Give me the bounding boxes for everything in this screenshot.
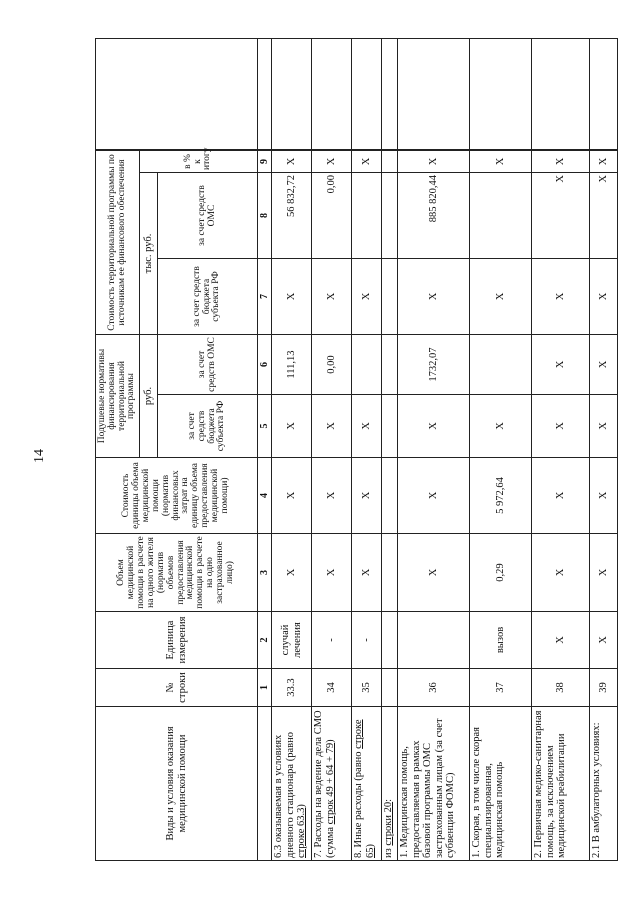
cost-oms-cell: 0,00 xyxy=(312,173,352,259)
unit-cell: X xyxy=(590,612,618,669)
row-gap-cell xyxy=(590,149,618,150)
col-number: 4 xyxy=(258,458,272,534)
row-name-text: 6.3 оказываемая в условиях дневного стационара (равно xyxy=(273,732,296,858)
row-spacer-cell xyxy=(272,38,312,149)
row-name xyxy=(470,707,532,861)
norm-budget-cell: X xyxy=(532,395,590,458)
header-volume: Объем медицинской помощи в расчете на одного жителя (норматив объемов предоставления медицинской помощи в расчете на одно застрахованное лицо) xyxy=(96,534,258,612)
unit-cell: случай лечения xyxy=(272,612,312,669)
header-percent: в % к итогу xyxy=(140,150,258,172)
row-number: 38 xyxy=(532,669,590,707)
row-name xyxy=(382,707,398,861)
row-name-text: ) xyxy=(364,844,376,848)
unit-cell: - xyxy=(312,612,352,669)
unit-cell xyxy=(382,612,398,669)
norm-oms-cell: X xyxy=(590,335,618,395)
percent-cell: X xyxy=(272,150,312,172)
table-row xyxy=(398,38,470,860)
row-gap-cell xyxy=(398,149,470,150)
row-name-text: 1. Медицинская помощь, предоставляемая в рамках базовой программы ОМС застрахованным лицам (за счет субвенции ФОМС) xyxy=(399,718,457,858)
volume-cell: 0,29 xyxy=(470,534,532,612)
row-gap-cell xyxy=(352,149,382,150)
table-row xyxy=(590,38,618,860)
volume-cell: X xyxy=(590,534,618,612)
cost-oms-cell xyxy=(470,173,532,259)
program-cost-table xyxy=(95,38,618,861)
volume-cell: X xyxy=(312,534,352,612)
cost-budget-cell: X xyxy=(352,259,382,335)
header-row-no: № строки xyxy=(96,669,258,707)
table-row xyxy=(470,38,532,860)
row-name xyxy=(398,707,470,861)
table-row xyxy=(312,38,352,860)
norm-oms-cell: X xyxy=(532,335,590,395)
col-number: 2 xyxy=(258,612,272,669)
volume-cell: X xyxy=(352,534,382,612)
cost-budget-cell: X xyxy=(470,259,532,335)
col-number: 9 xyxy=(258,150,272,172)
percent-cell: X xyxy=(470,150,532,172)
norm-budget-cell: X xyxy=(312,395,352,458)
norm-oms-cell: 1732,07 xyxy=(398,335,470,395)
row-name-text: 2.1 В амбулаторных условиях: xyxy=(591,722,602,858)
volume-cell: X xyxy=(398,534,470,612)
unit-cell: вызов xyxy=(470,612,532,669)
header-norms-group: Подушевые нормативы финансирования территориальной программы xyxy=(96,335,140,458)
row-name-text: : xyxy=(383,798,394,802)
unit-cell xyxy=(398,612,470,669)
row-name-link[interactable]: строки 20 xyxy=(383,801,394,846)
header-spacer xyxy=(96,38,258,149)
table-row xyxy=(272,38,312,860)
row-name-text: 2. Первичная медико-санитарная помощь, за исключением медицинской реабилитации xyxy=(533,710,568,858)
row-gap-cell xyxy=(470,149,532,150)
col-number: 8 xyxy=(258,173,272,259)
row-name-text: 8. Иные расходы (равно xyxy=(353,748,364,858)
row-spacer-cell xyxy=(398,38,470,149)
row-name-link[interactable]: строке 65 xyxy=(353,719,376,858)
unit-cell: - xyxy=(352,612,382,669)
row-spacer-cell xyxy=(352,38,382,149)
row-name-text: ) xyxy=(324,739,336,743)
row-name xyxy=(352,707,382,861)
cost-budget-cell: X xyxy=(312,259,352,335)
cost-budget-cell: X xyxy=(532,259,590,335)
cost-budget-cell xyxy=(382,259,398,335)
norm-oms-cell xyxy=(352,335,382,395)
percent-cell: X xyxy=(352,150,382,172)
row-name xyxy=(272,707,312,861)
header-cost-budget: за счет средств бюджета субъекта РФ xyxy=(158,259,258,335)
row-gap-cell xyxy=(532,149,590,150)
percent-cell xyxy=(382,150,398,172)
row-number: 34 xyxy=(312,669,352,707)
row-number xyxy=(382,669,398,707)
cost-cell: X xyxy=(398,458,470,534)
header-types: Виды и условия оказания медицинской помощи xyxy=(96,707,258,861)
rotated-table-content xyxy=(95,38,609,861)
cost-cell: X xyxy=(532,458,590,534)
volume-cell xyxy=(382,534,398,612)
col-number: 6 xyxy=(258,335,272,395)
norm-budget-cell: X xyxy=(470,395,532,458)
row-number: 33.3 xyxy=(272,669,312,707)
cost-cell: 5 972,64 xyxy=(470,458,532,534)
cost-budget-cell: X xyxy=(272,259,312,335)
row-spacer-cell xyxy=(382,38,398,149)
norm-budget-cell: X xyxy=(352,395,382,458)
norm-budget-cell: X xyxy=(398,395,470,458)
percent-cell: X xyxy=(312,150,352,172)
row-name xyxy=(532,707,590,861)
col-number: 1 xyxy=(258,669,272,707)
row-name-text: 7. Расходы на ведение дела СМО (сумма xyxy=(313,710,336,858)
col-number xyxy=(258,707,272,861)
cost-oms-cell xyxy=(382,173,398,259)
norm-oms-cell xyxy=(470,335,532,395)
row-spacer-cell xyxy=(312,38,352,149)
cost-cell: X xyxy=(312,458,352,534)
rotated-table-frame xyxy=(95,38,609,861)
row-number: 35 xyxy=(352,669,382,707)
cost-oms-cell: X xyxy=(532,173,590,259)
percent-cell: X xyxy=(532,150,590,172)
row-name xyxy=(590,707,618,861)
col-number xyxy=(258,149,272,150)
header-unit-thous: тыс. руб. xyxy=(140,173,158,335)
row-spacer-cell xyxy=(470,38,532,149)
row-spacer-cell xyxy=(532,38,590,149)
volume-cell: X xyxy=(272,534,312,612)
col-number: 3 xyxy=(258,534,272,612)
row-spacer-cell xyxy=(590,38,618,149)
row-name-link[interactable]: строк 49 + 64 + 79 xyxy=(324,742,336,825)
cost-cell: X xyxy=(272,458,312,534)
table-row xyxy=(352,38,382,860)
row-gap-cell xyxy=(312,149,352,150)
row-name-text: ) xyxy=(296,804,308,808)
row-name-text: 1. Скорая, в том числе скорая специализированная, медицинская помощь xyxy=(471,727,506,858)
header-cost: Стоимость единицы объема медицинской помощи (норматив финансовых затрат на единицу объема предоставления медицинской помощи) xyxy=(96,458,258,534)
norm-oms-cell: 111,13 xyxy=(272,335,312,395)
cost-budget-cell: X xyxy=(398,259,470,335)
cost-oms-cell xyxy=(352,173,382,259)
row-number: 39 xyxy=(590,669,618,707)
norm-budget-cell: X xyxy=(590,395,618,458)
table-body xyxy=(272,38,618,860)
table-row xyxy=(382,38,398,860)
unit-cell: X xyxy=(532,612,590,669)
norm-oms-cell: 0,00 xyxy=(312,335,352,395)
cost-cell xyxy=(382,458,398,534)
row-number: 37 xyxy=(470,669,532,707)
header-cost-oms: за счет средств ОМС xyxy=(158,173,258,259)
cost-oms-cell: 56 832,72 xyxy=(272,173,312,259)
table-row xyxy=(532,38,590,860)
header-norm-oms: за счет средств ОМС xyxy=(158,335,258,395)
percent-cell: X xyxy=(590,150,618,172)
row-name-text: из xyxy=(383,845,394,858)
norm-budget-cell xyxy=(382,395,398,458)
header-unit: Единица измерения xyxy=(96,612,258,669)
cost-oms-cell: X xyxy=(590,173,618,259)
percent-cell: X xyxy=(398,150,470,172)
header-norm-budget: за счет средств бюджета субъекта РФ xyxy=(158,395,258,458)
cost-budget-cell: X xyxy=(590,259,618,335)
col-number: 5 xyxy=(258,395,272,458)
page-number: 14 xyxy=(32,449,47,463)
col-number: 7 xyxy=(258,259,272,335)
cost-cell: X xyxy=(590,458,618,534)
row-gap-cell xyxy=(382,149,398,150)
volume-cell: X xyxy=(532,534,590,612)
row-number: 36 xyxy=(398,669,470,707)
header-unit-rub: руб. xyxy=(140,335,158,458)
row-name-link[interactable]: строке 63.3 xyxy=(296,807,308,858)
header-cost-group: Стоимость территориальной программы по источникам ее финансового обеспечения xyxy=(96,150,140,334)
col-number xyxy=(258,38,272,149)
norm-oms-cell xyxy=(382,335,398,395)
row-gap-cell xyxy=(272,149,312,150)
row-name xyxy=(312,707,352,861)
norm-budget-cell: X xyxy=(272,395,312,458)
cost-cell: X xyxy=(352,458,382,534)
cost-oms-cell: 885 820,44 xyxy=(398,173,470,259)
